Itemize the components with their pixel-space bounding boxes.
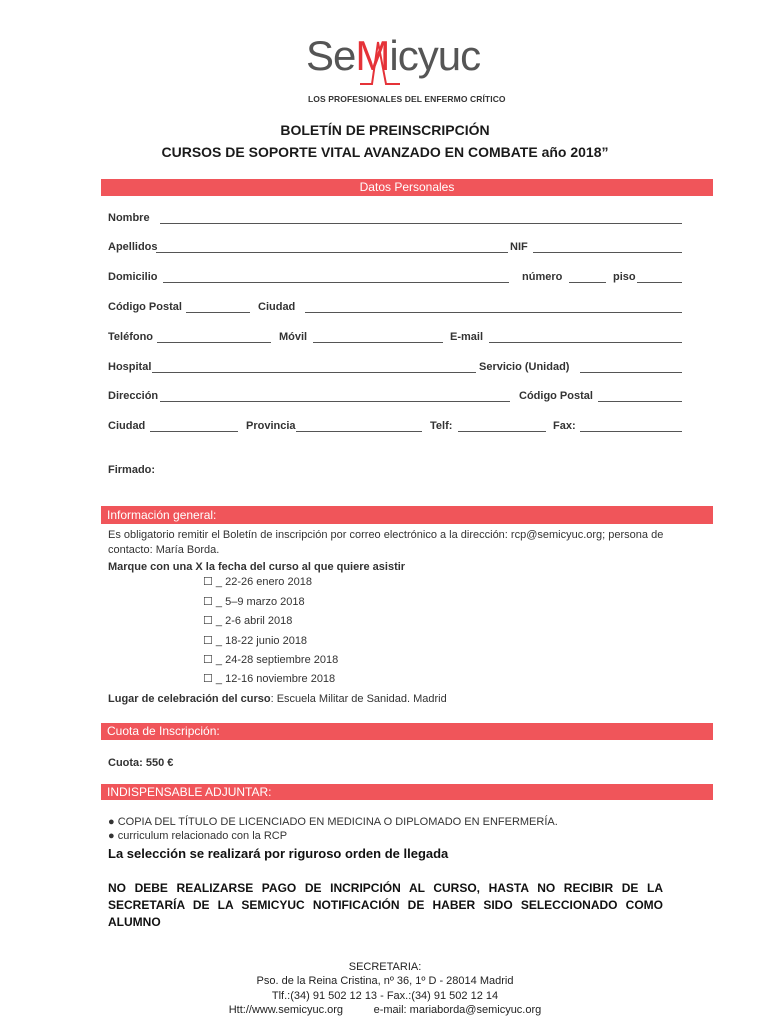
course-date-option[interactable]: ☐ _ 18-22 junio 2018 <box>203 635 308 647</box>
course-date-option[interactable]: ☐ _ 5–9 marzo 2018 <box>203 596 305 608</box>
course-date-option[interactable]: ☐ _ 22-26 enero 2018 <box>203 576 312 588</box>
nombre-field[interactable] <box>160 212 682 224</box>
numero-label: número <box>522 271 563 283</box>
semicyuc-logo <box>300 32 505 108</box>
fax-label: Fax: <box>553 420 576 432</box>
domicilio-field[interactable] <box>163 271 509 283</box>
lugar-celebracion <box>108 693 447 705</box>
ciudad2-label: Ciudad <box>108 420 146 432</box>
hospital-field[interactable] <box>152 361 476 373</box>
seleccion-note: La selección se realizará por riguroso orden de llegada <box>108 846 449 861</box>
domicilio-label: Domicilio <box>108 271 158 283</box>
piso-label: piso <box>613 271 636 283</box>
provincia-field[interactable] <box>296 420 422 432</box>
email-field[interactable] <box>489 331 682 343</box>
firmado-label: Firmado: <box>108 464 156 476</box>
codigo-postal2-label: Código Postal <box>519 390 593 402</box>
provincia-label: Provincia <box>246 420 296 432</box>
servicio-field[interactable] <box>580 361 682 373</box>
adjuntar-item-curriculum: ● curriculum relacionado con la RCP <box>108 830 288 842</box>
footer-web-email: Htt://www.semicyuc.org e-mail: mariaborda@semicyuc.org <box>228 1004 542 1016</box>
ciudad-label: Ciudad <box>258 301 296 313</box>
page-title: BOLETÍN DE PREINSCRIPCIÓN <box>280 122 490 138</box>
page-subtitle: CURSOS DE SOPORTE VITAL AVANZADO EN COMBATE año 2018” <box>161 144 609 160</box>
codigo-postal-label: Código Postal <box>108 301 182 313</box>
course-date-option[interactable]: ☐ _ 24-28 septiembre 2018 <box>203 654 339 666</box>
codigo-postal-field[interactable] <box>186 301 250 313</box>
section-header-informacion: Información general: <box>101 506 713 524</box>
movil-field[interactable] <box>313 331 443 343</box>
lugar-label: Lugar de celebración del curso <box>108 693 271 705</box>
ciudad-field[interactable] <box>305 301 682 313</box>
adjuntar-item-titulo: ● COPIA DEL TÍTULO DE LICENCIADO EN MEDICINA O DIPLOMADO EN ENFERMERÍA. <box>108 816 558 828</box>
logo-wordmark: SeMicyuc <box>306 32 481 79</box>
footer-address: Pso. de la Reina Cristina, nº 36, 1º D - 28014 Madrid <box>256 975 514 987</box>
marque-instruction: Marque con una X la fecha del curso al que quiere asistir <box>108 561 406 573</box>
info-text-line2: contacto: María Borda. <box>108 544 220 556</box>
section-header-adjuntar: INDISPENSABLE ADJUNTAR: <box>101 784 713 800</box>
lugar-value: : Escuela Militar de Sanidad. Madrid <box>270 693 447 705</box>
telf-field[interactable] <box>458 420 546 432</box>
movil-label: Móvil <box>279 331 308 343</box>
course-date-option[interactable]: ☐ _ 2-6 abril 2018 <box>203 615 293 627</box>
footer-secretaria: SECRETARIA: <box>348 961 422 973</box>
telefono-field[interactable] <box>157 331 271 343</box>
telf-label: Telf: <box>430 420 453 432</box>
cuota-text: Cuota: 550 € <box>108 757 174 769</box>
hospital-label: Hospital <box>108 361 152 373</box>
course-date-option[interactable]: ☐ _ 12-16 noviembre 2018 <box>203 673 336 685</box>
direccion-field[interactable] <box>160 390 510 402</box>
ciudad2-field[interactable] <box>150 420 238 432</box>
apellidos-field[interactable] <box>156 241 508 253</box>
apellidos-label: Apellidos <box>108 241 158 253</box>
info-text-line1: Es obligatorio remitir el Boletín de inscripción por correo electrónico a la dirección: rcp@semicyuc.org; persona de <box>108 529 664 541</box>
section-header-datos: Datos Personales <box>101 179 713 196</box>
piso-field[interactable] <box>637 271 682 283</box>
codigo-postal2-field[interactable] <box>598 390 682 402</box>
logo-tagline: LOS PROFESIONALES DEL ENFERMO CRÍTICO <box>308 94 506 104</box>
section-header-cuota: Cuota de Inscripción: <box>101 723 713 740</box>
nif-label: NIF <box>510 241 528 253</box>
email-label: E-mail <box>450 331 484 343</box>
fax-field[interactable] <box>580 420 682 432</box>
payment-notice: NO DEBE REALIZARSE PAGO DE INCRIPCIÓN AL CURSO, HASTA NO RECIBIR DE LA SECRETARÍA DE LA SEMICYUC NOTIFICACIÓN DE HABER SIDO SELECCIONADO COMO ALUMNO <box>108 881 663 929</box>
footer-phone-fax: Tlf.:(34) 91 502 12 13 - Fax.:(34) 91 502 12 14 <box>271 990 499 1002</box>
telefono-label: Teléfono <box>108 331 154 343</box>
direccion-label: Dirección <box>108 390 159 402</box>
nif-field[interactable] <box>533 241 682 253</box>
servicio-label: Servicio (Unidad) <box>479 361 570 373</box>
numero-field[interactable] <box>569 271 606 283</box>
nombre-label: Nombre <box>108 212 150 224</box>
